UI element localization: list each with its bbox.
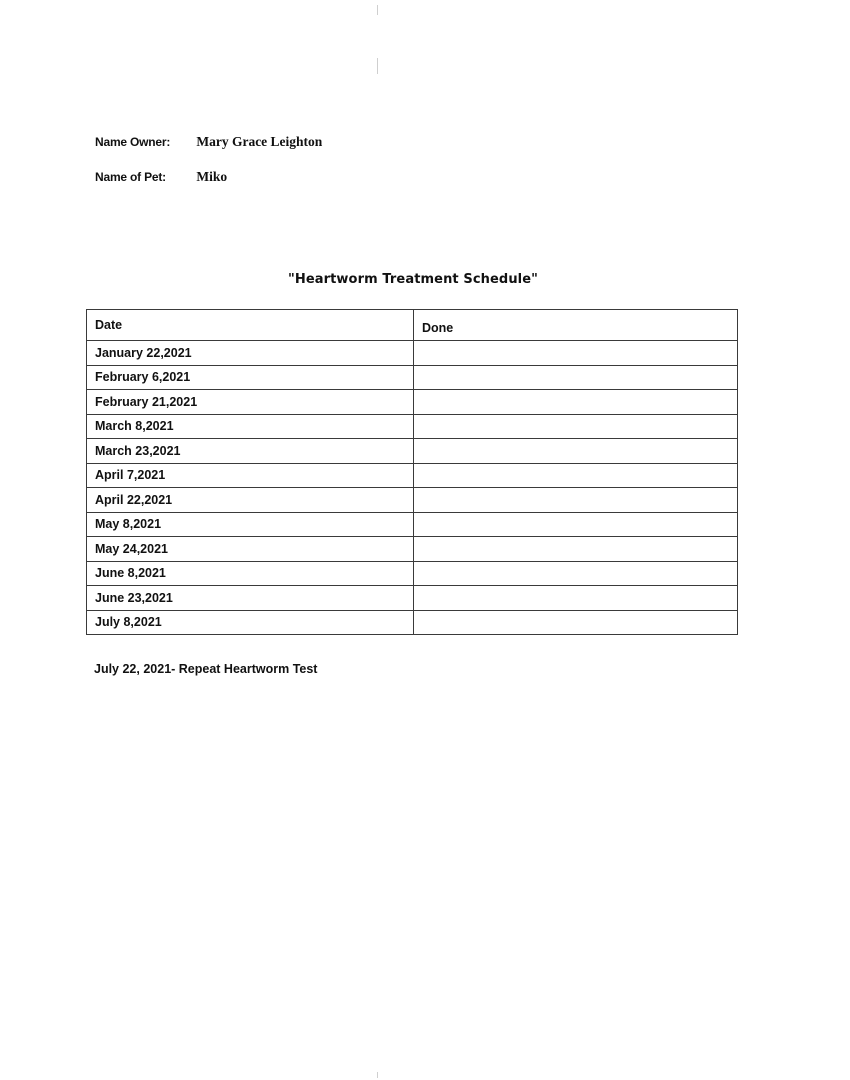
owner-label: Name Owner:	[95, 135, 171, 149]
table-body	[87, 341, 738, 635]
date-cell: February 21,2021	[87, 390, 414, 415]
table-row	[87, 586, 738, 611]
done-column-header: Done	[414, 310, 738, 341]
done-cell	[414, 561, 738, 586]
table-header-row	[87, 310, 738, 341]
table-row	[87, 512, 738, 537]
date-cell: March 8,2021	[87, 414, 414, 439]
done-cell	[414, 439, 738, 464]
date-cell: June 23,2021	[87, 586, 414, 611]
done-cell	[414, 414, 738, 439]
date-cell: February 6,2021	[87, 365, 414, 390]
done-cell	[414, 586, 738, 611]
done-cell	[414, 463, 738, 488]
date-cell: May 24,2021	[87, 537, 414, 562]
scan-artifact	[377, 58, 378, 74]
pet-name: Miko	[196, 169, 228, 184]
table-row	[87, 561, 738, 586]
table-row	[87, 610, 738, 635]
table-row	[87, 537, 738, 562]
done-cell	[414, 365, 738, 390]
pet-label: Name of Pet:	[95, 170, 166, 184]
done-cell	[414, 512, 738, 537]
treatment-schedule-table	[86, 309, 738, 635]
scan-artifact	[377, 5, 378, 15]
schedule-title: "Heartworm Treatment Schedule"	[287, 272, 539, 287]
date-column-header: Date	[87, 310, 414, 341]
done-cell	[414, 341, 738, 366]
date-cell: March 23,2021	[87, 439, 414, 464]
table-row	[87, 341, 738, 366]
date-cell: April 22,2021	[87, 488, 414, 513]
table-row	[87, 390, 738, 415]
table-row	[87, 463, 738, 488]
owner-row	[95, 134, 322, 150]
date-cell: January 22,2021	[87, 341, 414, 366]
table-row	[87, 439, 738, 464]
date-cell: May 8,2021	[87, 512, 414, 537]
date-cell: June 8,2021	[87, 561, 414, 586]
scan-artifact	[377, 1072, 378, 1078]
table-row	[87, 414, 738, 439]
done-cell	[414, 537, 738, 562]
date-cell: April 7,2021	[87, 463, 414, 488]
repeat-test-note: July 22, 2021- Repeat Heartworm Test	[94, 662, 318, 676]
done-cell	[414, 488, 738, 513]
table-row	[87, 488, 738, 513]
done-cell	[414, 610, 738, 635]
table-row	[87, 365, 738, 390]
owner-name: Mary Grace Leighton	[196, 134, 323, 149]
done-cell	[414, 390, 738, 415]
date-cell: July 8,2021	[87, 610, 414, 635]
pet-row	[95, 169, 227, 185]
